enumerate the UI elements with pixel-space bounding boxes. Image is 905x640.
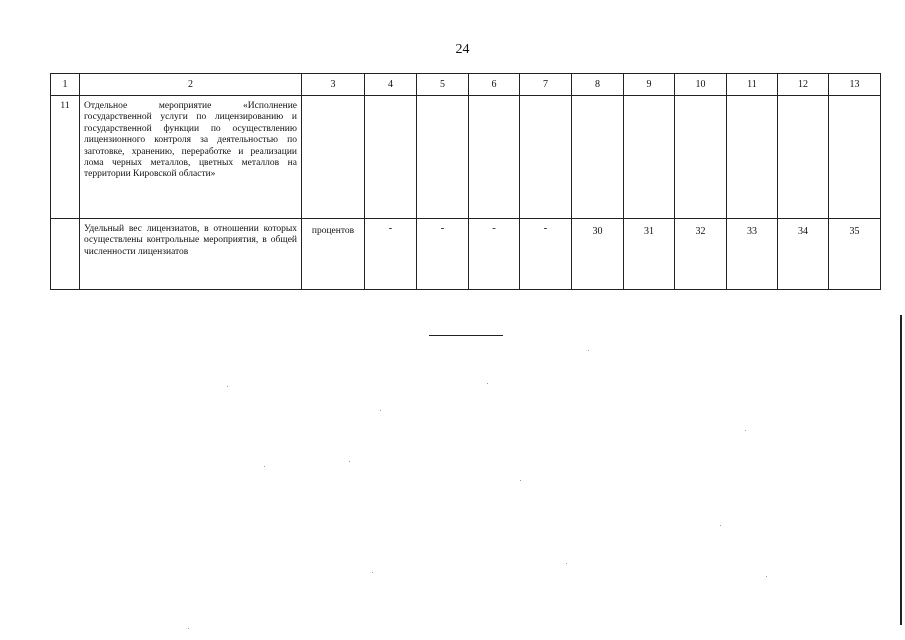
header-cell: 1 (51, 74, 80, 96)
scan-speck (227, 386, 228, 387)
header-cell: 13 (829, 74, 881, 96)
table-row-indicator (51, 219, 881, 290)
header-cell: 8 (572, 74, 624, 96)
scan-speck (380, 410, 381, 411)
scan-speck (745, 430, 746, 431)
table-row-event (51, 96, 881, 219)
header-cell: 4 (365, 74, 417, 96)
row-number-cell: 11 (51, 96, 80, 219)
scan-speck (264, 466, 265, 467)
scan-speck (766, 576, 767, 577)
row-number-cell (51, 219, 80, 290)
empty-cell (727, 96, 778, 219)
table-header-row (51, 74, 881, 96)
header-cell: 2 (80, 74, 302, 96)
page-number: 24 (455, 42, 470, 57)
divider-line (429, 335, 503, 336)
value-cell: - (469, 219, 520, 290)
scan-speck (188, 628, 189, 629)
header-cell: 3 (302, 74, 365, 96)
scan-speck (349, 461, 350, 462)
empty-cell (778, 96, 829, 219)
empty-cell (469, 96, 520, 219)
header-cell: 10 (675, 74, 727, 96)
empty-cell (675, 96, 727, 219)
event-description-cell: Отдельное мероприятие «Исполнение государственной услуги по лицензированию и государственной функции по осуществлению лицензионного контроля за деятельностью по заготовке, хранению, переработке и реализации лома черных металлов, цветных металлов на территории Кировской области» (80, 96, 302, 219)
empty-cell (520, 96, 572, 219)
scan-speck (372, 572, 373, 573)
value-cell: 31 (624, 219, 675, 290)
header-cell: 5 (417, 74, 469, 96)
empty-cell (624, 96, 675, 219)
empty-cell (572, 96, 624, 219)
empty-cell (365, 96, 417, 219)
header-cell: 12 (778, 74, 829, 96)
header-cell: 7 (520, 74, 572, 96)
empty-cell (829, 96, 881, 219)
value-cell: - (365, 219, 417, 290)
indicator-table (50, 73, 881, 290)
scan-speck (566, 563, 567, 564)
unit-cell: процентов (302, 219, 365, 290)
header-cell: 6 (469, 74, 520, 96)
scan-speck (487, 383, 488, 384)
value-cell: - (417, 219, 469, 290)
value-cell: - (520, 219, 572, 290)
value-cell: 32 (675, 219, 727, 290)
value-cell: 33 (727, 219, 778, 290)
scan-margin-line (900, 315, 902, 625)
header-cell: 9 (624, 74, 675, 96)
scan-speck (520, 480, 521, 481)
empty-cell (302, 96, 365, 219)
header-cell: 11 (727, 74, 778, 96)
value-cell: 35 (829, 219, 881, 290)
value-cell: 34 (778, 219, 829, 290)
scan-speck (588, 350, 589, 351)
indicator-description-cell: Удельный вес лицензиатов, в отношении которых осуществлены контрольные мероприятия, в общей численности лицензиатов (80, 219, 302, 290)
scan-speck (720, 525, 721, 526)
value-cell: 30 (572, 219, 624, 290)
empty-cell (417, 96, 469, 219)
